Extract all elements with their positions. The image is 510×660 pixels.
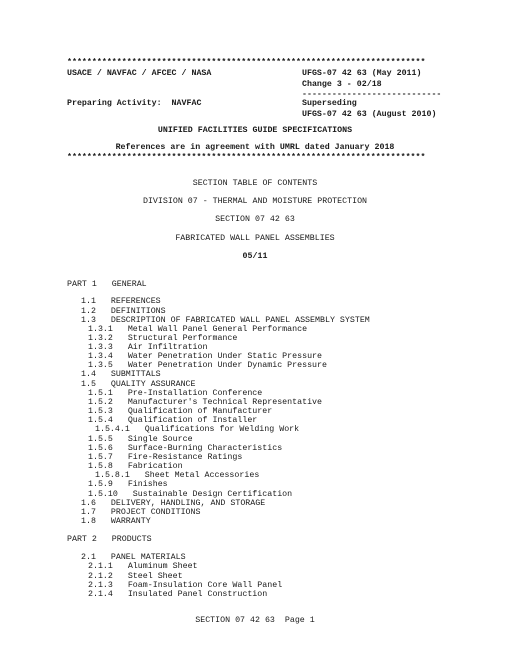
toc-item: 1.7 PROJECT CONDITIONS [81,508,201,517]
header-document-id: UFGS-07 42 63 (May 2011) [302,69,422,78]
toc-title: SECTION TABLE OF CONTENTS [192,179,318,188]
toc-item: 1.3.5 Water Penetration Under Dynamic Pressure [88,361,327,370]
toc-item: 1.6 DELIVERY, HANDLING, AND STORAGE [81,499,266,508]
toc-item: 1.5.8 Fabrication [88,462,183,471]
toc-item: 2.1.2 Steel Sheet [88,572,183,581]
division-title: DIVISION 07 - THERMAL AND MOISTURE PROTECTION [142,197,368,206]
header-organizations: USACE / NAVFAC / AFCEC / NASA [67,69,212,78]
toc-item: 1.3.3 Air Infiltration [88,343,208,352]
toc-item: 1.5.1 Pre-Installation Conference [88,389,263,398]
toc-item: 2.1.1 Aluminum Sheet [88,562,198,571]
header-superseding-label: Superseding [302,99,357,108]
toc-item: 1.2 DEFINITIONS [81,307,166,316]
toc-item: 1.5.10 Sustainable Design Certification [88,490,293,499]
section-name: FABRICATED WALL PANEL ASSEMBLIES [175,234,335,243]
toc-item: 1.5.3 Qualification of Manufacturer [88,407,273,416]
toc-item: 1.3.4 Water Penetration Under Static Pressure [88,352,323,361]
toc-item: 1.3.2 Structural Performance [88,334,238,343]
toc-item: 2.1 PANEL MATERIALS [81,553,186,562]
toc-item: 1.5.5 Single Source [88,435,193,444]
toc-item: 1.5.2 Manufacturer's Technical Representative [88,398,323,407]
header-preparing-activity: Preparing Activity: NAVFAC [67,99,202,108]
header-dash-separator: ---------------------------- [302,90,442,99]
toc-item: 1.5.4.1 Qualifications for Welding Work [95,425,300,434]
toc-item: 1.8 WARRANTY [81,517,151,526]
header-star-border-top: ************************************************************************ [67,58,426,67]
header-ufgs-title: UNIFIED FACILITIES GUIDE SPECIFICATIONS [157,126,353,135]
toc-item: 1.1 REFERENCES [81,297,161,306]
part2-heading: PART 2 PRODUCTS [67,535,152,544]
toc-item: 1.5.4 Qualification of Installer [88,416,258,425]
toc-item: 2.1.3 Foam-Insulation Core Wall Panel [88,581,283,590]
page-footer: SECTION 07 42 63 Page 1 [195,616,315,625]
header-superseded-id: UFGS-07 42 63 (August 2010) [302,110,437,119]
toc-item: 2.1.4 Insulated Panel Construction [88,590,268,599]
toc-item: 1.5 QUALITY ASSURANCE [81,380,196,389]
part1-heading: PART 1 GENERAL [67,280,147,289]
toc-item: 1.3.1 Metal Wall Panel General Performance [88,325,308,334]
toc-item: 1.4 SUBMITTALS [81,370,161,379]
header-change-number: Change 3 - 02/18 [302,80,382,89]
toc-item: 1.3 DESCRIPTION OF FABRICATED WALL PANEL ASSEMBLY SYSTEM [81,316,370,325]
header-star-border-bottom: ************************************************************************ [67,153,426,162]
toc-item: 1.5.9 Finishes [88,480,168,489]
header-references-note: References are in agreement with UMRL dated January 2018 [115,143,395,152]
toc-item: 1.5.8.1 Sheet Metal Accessories [95,471,260,480]
toc-item: 1.5.6 Surface-Burning Characteristics [88,444,283,453]
section-number: SECTION 07 42 63 [215,215,295,224]
section-date: 05/11 [242,252,268,261]
toc-item: 1.5.7 Fire-Resistance Ratings [88,453,243,462]
